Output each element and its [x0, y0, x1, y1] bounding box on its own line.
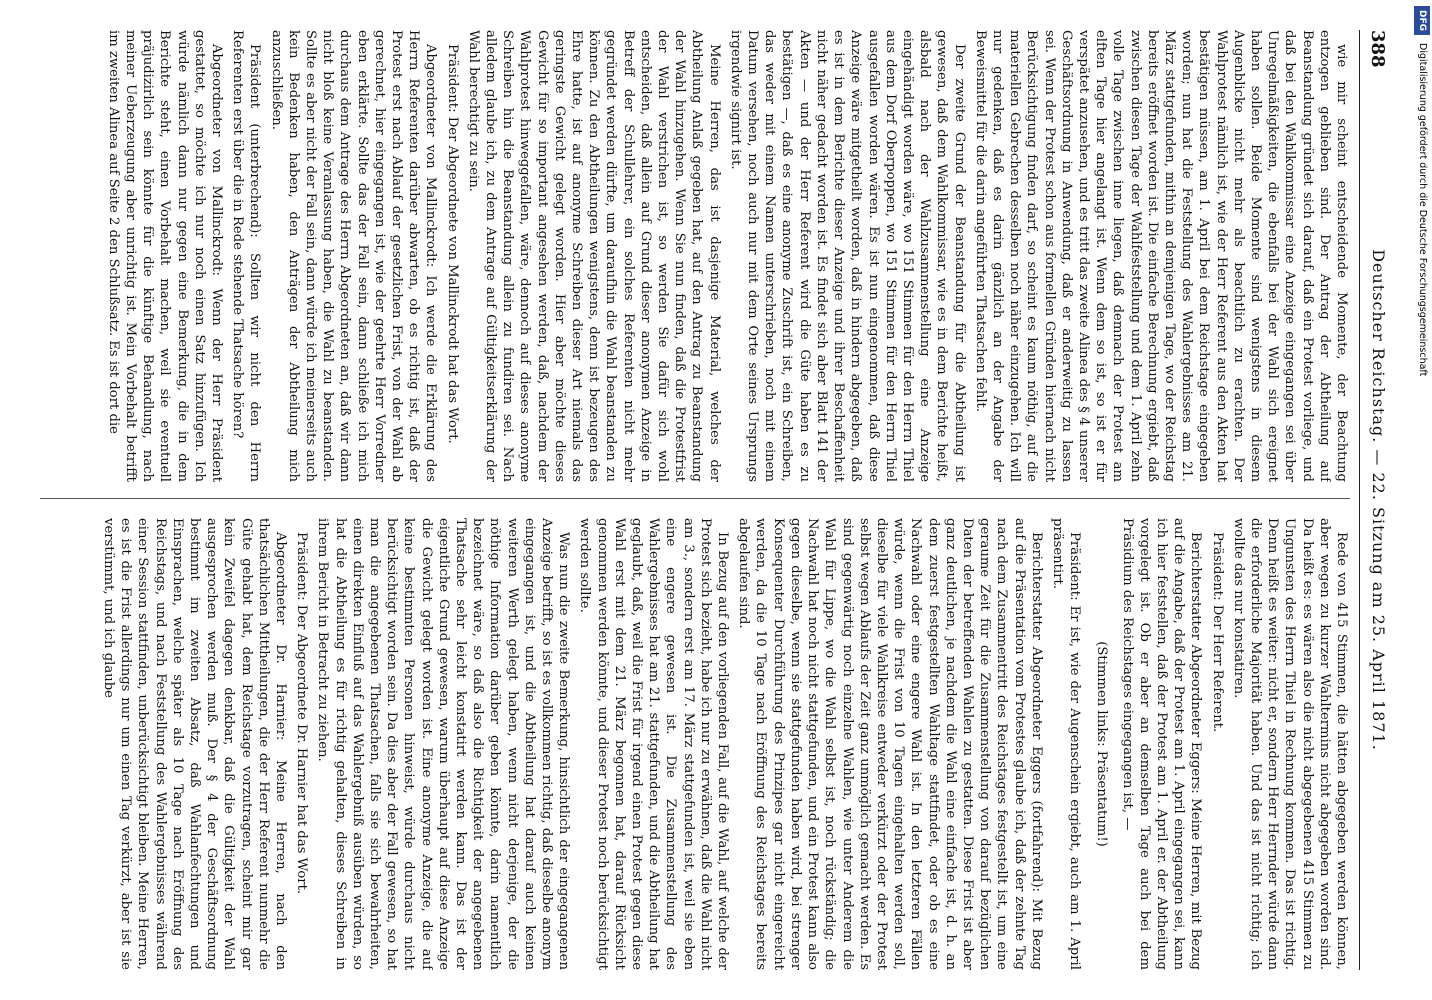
paragraph: Was nun die zweite Bemerkung, hinsichtlich der eingegangenen Anzeige betrifft, so ist es vollkommen richtig, daß dieselbe anonym eingegangen ist, und die Abtheilung hat darauf auch keinen weiteren Werth gelegt haben, wenn nicht derjenige, der die nöthige Information darüber geben könnte, darin namentlich bezeichnet wäre, so daß also die Richtigkeit der angegebenen Thatsache sehr leicht konstatirt werden kann. Das ist der eigentliche Grund gewesen, warum überhaupt auf diese Anzeige die Gewicht gelegt worden ist. Eine anonyme Anzeige, die auf keine bestimmten Personen hinweist, würde durchaus nicht berücksichtigt worden sein. Da dies aber der Fall gewesen, so hat man die angegebenen Thatsachen, falls sie sich bewahrheiten, einen direkten Einfluß auf das Wahlergebniß ausüben würden, so hat die Abtheilung es für richtig gehalten, dieses Schreiben in ihrem Bericht in Betracht zu ziehen.: [315, 518, 572, 970]
paragraph: Meine Herren, das ist dasjenige Material, welches der Abtheilung Anlaß gegeben hat, auf den Antrag zu Beanstandung der Wahl hinzugehen. Wenn Sie nun finden, daß die Protestfrist der Wahl verstrichen ist, so werden Sie dafür sich wohl entscheiden, daß allein auf Grund dieser anonymen Anzeige in Betreff der Schullehrer, ein solches Referenten nicht mehr gegründet werden dürfte, um daraufhin die Wahl beanstanden zu können. Zu den Abtheilungen wenigstens, denn ist bezeugen des Ehre hatte, ist auf anonyme Schreiben dieser Art niemals das geringste Gewicht gelegt worden. Hier aber möchte dieses Gewicht für so important angesehen werden, daß, nachdem der Wahlprotest hinweggefallen, wäre, dennoch auf dieses anonyme Schreiben hin die Beanstandung allein zu fundiren sei. Nach alledem glaube ich, zu dem Antrage auf Gültigkeitserklärung der Wahl berechtigt zu sein.: [465, 30, 722, 482]
paragraph: Präsident: Der Abgeordnete von Mallinckrodt hat das Wort.: [444, 44, 460, 444]
credit-text: Digitalisierung gefördert durch die Deutsche Forschungsgemeinschaft: [1417, 43, 1428, 377]
paragraph: wie mir scheint entscheidende Momente, der Beachtung entzogen geblieben sind. Der Antrag der Abtheilung auf Beanstandung gründet sich darauf, daß ein Protest vorliege, und daß bei den Wahlkommissar eine Anzeige eingegangen sei über Unregelmäßigkeiten, die ebenfalls bei der Wahl sich ereignet haben sollen. Beide Momente sind wenigstens in diesem Augenblicke nicht mehr als beachtlich zu erachten. Der Wahlprotest nämlich ist, wie der Herr Referent aus den Akten hat bestätigen müssen, am 1. April bei dem Reichstage eingegeben worden; nun hat die Feststellung des Wahlergebnisses am 21. März stattgefunden, mithin an demjenigen Tage, wo der Reichstag bereits eröffnet worden ist. Die einfache Berechnung ergiebt, daß zwischen diesen Tage der Wahlfeststellung und dem 1. April zehn volle Tage zwischen inne liegen, daß demnach der Protest am elften Tage hier angelangt ist. Wenn dem so ist, so ist er für verspätet anzusehen, und es tritt das zweite Alinea des § 4 unserer Geschäftsordnung in Anwendung, daß er anderweitig zu lassen sei. Wenn der Protest schon aus formellen Gründen hiernach nicht Berücksichtigung finden darf, so scheint es kaum nöthig, auf die materiellen Gebrechen desselben noch näher einzugehen. Ich will nur gedenken, daß es darin gänzlich an der Angabe der Beweismittel für die darin angeführten Thatsachen fehlt.: [972, 30, 1349, 482]
paragraph: Abgeordneter Dr. Harnier: Meine Herren, nach den thatsächlichen Mittheilungen, die der Herr Referent nunmehr die Güte gehabt hat, dem Reichstage vorzutragen, scheint mir gar kein Zweifel dagegen denkbar, daß die Gültigkeit der Wahl ausgesprochen werden muß. Der § 4 der Geschäftsordnung bestimmt im zweiten Absatz, daß Wahlanfechtungen und Einsprachen, welche später als 10 Tage nach Eröffnung des Reichstags, und nach Feststellung des Wahlergebnisses während einer Session stattfinden, unberücksichtigt bleiben. Meine Herren, es ist die Frist allerdings nur um einen Tag verkürzt, aber ist sie verstümmt, und ich glaube: [100, 518, 289, 970]
text-column-left: [30, 30, 1350, 482]
paragraph: Berichterstatter Abgeordneter Eggers: Meine Herren, mit Bezug auf die Angabe, daß der Protest am 1. April eingegangen sei, kann ich hier feststellen, daß der Protest am 1. April er. der Abtheilung vorgelegt ist. Ob er aber an demselben Tage auch bei dem Präsidium des Reichstages eingegangen ist, —: [1119, 518, 1204, 970]
paragraph: Präsident (unterbrechend): Sollten wir nicht den Herrn Referenten erst über die in Rede stehende Thatsache hören?: [230, 30, 263, 482]
paragraph: Abgeordneter von Mallinckrodt: Ich werde die Erklärung des Herrn Referenten darüber abwarten, ob es richtig ist, daß der Protest erst nach Ablauf der gesetzlichen Frist, von der Wahl ab gerechnet, hier eingegangen ist, wie der geehrte Herr Vorredner eben erklärte. Sollte das der Fall sein, dann schließe ich mich durchaus dem Antrage des Herrn Abgeordneten an, daß wir dann nicht bloß keine Veranlassung haben, die Wahl zu beanstanden. Sollte es aber nicht der Fall sein, dann würde ich meinerseits auch kein Bedenken haben, den Anträgen der Abtheilung mich anzuschließen.: [268, 30, 439, 482]
paragraph: Präsident: Der Herr Referent.: [1209, 532, 1225, 733]
paragraph: Der zweite Grund der Beanstandung für die Abtheilung ist gewesen, daß dem Wahlkommissar, wie es in dem Berichte heißt, alsbald nach der Wahlzusammenstellung eine Anzeige eingehändigt worden wäre, wo 151 Stimmen für den Herrn Thiel aus dem Dorf Oberpoppen, wo 151 Stimmen für den Herrn Thiel ausgefallen worden wären. Es ist nun eingenommen, daß diese Anzeige wäre mitgetheilt worden, daß in hindern abgegeben, daß es ist in dem Berichte dieser Anzeige und ihrer Beschaffenheit nicht näher gedacht worden ist. Es findet sich aber Blatt 141 der Akten — und der Herr Referent wird die Güte haben es zu bestätigen —, daß es eine anonyme Zuschrift ist, ein Schreiben, das weder mit einem Namen unterschrieben, noch mit einem Datum versehen, noch auch nur mit dem Orte seines Ursprungs irgendwie signirt ist.: [727, 30, 967, 482]
rotated-document-sheet: [12, 0, 1412, 1000]
running-head: [1359, 30, 1394, 970]
paragraph: Rede von 415 Stimmen, die hätten abgegeben werden können, aber wegen zu kurzer Wahltermins nicht abgegeben worden sind. Da heißt es: es wären also die nicht abgegebenen 415 Stimmen zu Ungunsten des Herrn Thiel in Rechnung kommen. Das ist richtig. Denn heißt es weiter: nicht er, sondern Herr Herrnder würde dann die erforderliche Majorität haben. Und das ist nicht richtig; ich wollte das nur konstatiren.: [1230, 518, 1349, 970]
paragraph: (Stimmen links: Präsentatum!): [1094, 641, 1110, 847]
paragraph: Abgeordneter von Mallinckrodt: Wenn der Herr Präsident gestattet, so möchte ich nur noch einen Satz hinzufügen. Ich würde nämlich dann nur gegen eine Bemerkung, die in dem Berichte steht, einen Vorbehalt machen, weil sie eventuell präjudizirlich sein könnte für die künftige Behandlung, nach meiner Ueberzeugung aber unrichtig ist. Mein Vorbehalt betrifft im zweiten Alinea auf Seite 2 den Schlußsatz. Es ist dort die: [105, 30, 224, 482]
digitization-credit: [1414, 6, 1430, 996]
page-number: 388: [1367, 30, 1388, 68]
page-title: Deutscher Reichstag. — 22. Sitzung am 25. April 1871.: [1369, 249, 1388, 751]
paragraph: Präsident: Er ist, wie der Augenschein ergiebt, auch am 1. April präsentirt.: [1049, 518, 1083, 970]
dfg-logo: DFG: [1414, 6, 1430, 35]
paragraph: Präsident: Der Abgeordnete Dr. Harnier hat das Wort.: [294, 532, 310, 895]
paragraph: In Bezug auf den vorliegenden Fall, auf die Wahl, auf welche der Protest sich bezieht, habe ich nur zu erwähnen, daß die Wahl nicht am 3., sondern erst am 17. März stattgefunden ist, weil sie eben eine engere gewesen ist. Die Zusammenstellung des Wahlergebnisses hat am 21. stattgefunden, und die Abtheilung hat geglaubt, daß, weil die Frist für irgend einen Protest gegen diese Wahl erst mit dem 21. März begonnen hat, darauf Rücksicht genommen werden könnte, und dieser Protest noch berücksichtigt werden sollte.: [577, 518, 731, 970]
column-divider: [40, 498, 1350, 499]
text-column-right: [30, 518, 1350, 970]
paragraph: Berichterstatter Abgeordneter Eggers (fortfahrend): Mit Bezug auf die Präsentation vom Protestes glaube ich, daß der zehnte Tag nach dem Zusammentritt des Reichstages festgestellt ist, um eine geraume Zeit für die Zusammenstellung von darauf bezüglichen Daten der betreffenden Wahlen zu gestatten. Diese Frist ist aber ganz deutlichen, je nachdem die Wahl eine einfache ist, d. h. an dem zuerst festgestellten Wahltage stattfindet, oder ob es eine Nachwahl oder eine engere Wahl ist. In den letzteren Fällen würde, wenn die Frist von 10 Tagen eingehalten werden soll, dieselbe für viele Wahlkreise entweder verkürzt oder der Protest selbst wegen Ablaufs der Zeit ganz unmöglich gemacht werden. Es sind gegenwärtig noch einzelne Wahlen, wie unter Anderem die Wahl für Lippe, wo die Wahl selbst ist, noch rückständig; die Nachwahl hat noch nicht stattgefunden, und ein Protest kann also gegen dieselbe, wenn sie stattgefunden haben wird, bei strenger Konsequenter Durchführung des Prinzipes gar nicht eingereicht werden, da die 10 Tage nach Eröffnung des Reichstages bereits abgelaufen sind.: [736, 518, 1044, 970]
